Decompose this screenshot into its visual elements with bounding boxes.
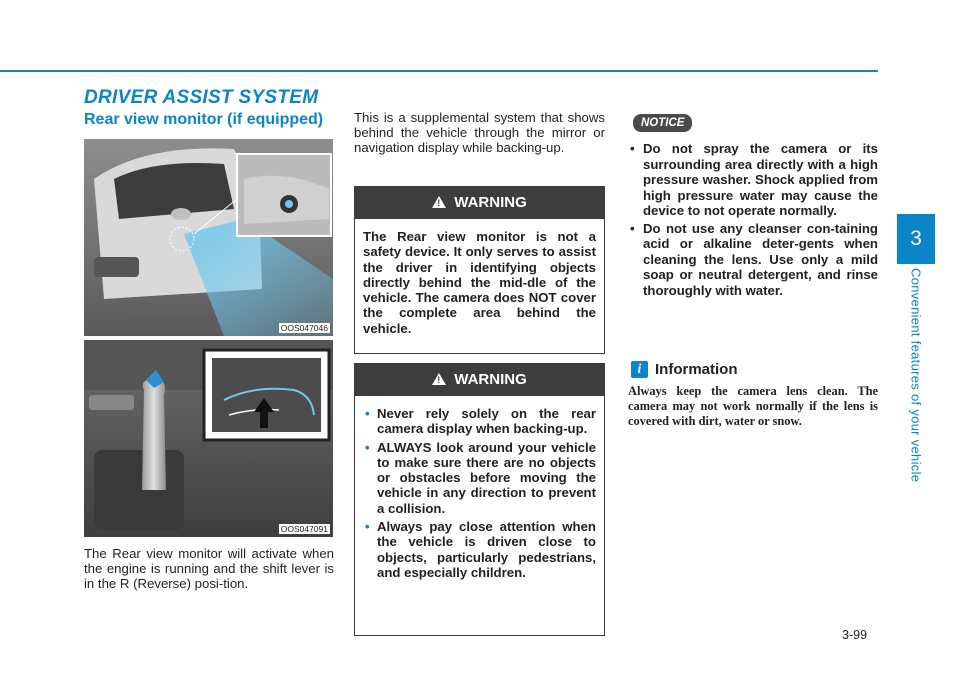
chapter-tab: 3	[897, 214, 935, 264]
warning-text-1: The Rear view monitor is not a safety device. It only serves to assist the driver in identifying objects directly behind the mid-dle of the vehicle. The camera does NOT cover the complete area behind the vehicle.	[363, 229, 596, 336]
warning-list-item: • Always pay close attention when the vehicle is driven close to objects, particularly pedestrians, and especially children.	[363, 519, 596, 580]
warning-label-2: WARNING	[454, 371, 527, 388]
figure1-caption: OOS047046	[280, 323, 328, 333]
notice-list-item: • Do not spray the camera or its surrounding area directly with a high pressure washer. Shock applied from high pressure water may cause the device to not operate normally.	[628, 141, 878, 219]
information-heading: Information	[655, 361, 738, 378]
shift-lever-display-photo	[84, 340, 333, 537]
warning-icon	[432, 373, 446, 385]
warning-header-1	[355, 187, 604, 219]
warning-body-2	[355, 396, 604, 593]
header-rule	[0, 70, 878, 72]
notice-list	[628, 141, 878, 300]
notice-list-item: • Do not use any cleanser con-taining acid or alkaline deter-gents when cleaning the lens. Use only a mild soap or neutral detergent, and rinse thoroughly with water.	[628, 221, 878, 299]
warning-icon	[432, 196, 446, 208]
warning-list-item: • ALWAYS look around your vehicle to make sure there are no objects or obstacles before moving the vehicle in any direction to prevent a collision.	[363, 440, 596, 516]
info-icon: i	[631, 361, 648, 378]
warning-label-1: WARNING	[454, 194, 527, 211]
rear-view-monitor-heading: Rear view monitor (if equipped)	[84, 111, 324, 128]
warning-box-2	[354, 363, 605, 636]
warning-box-1	[354, 186, 605, 354]
supplemental-system-intro: This is a supplemental system that shows behind the vehicle through the mirror or navigation display while backing-up.	[354, 110, 605, 156]
chapter-side-label	[898, 268, 934, 498]
warning-header-2	[355, 364, 604, 396]
notice-badge: NOTICE	[633, 114, 692, 132]
section-title: DRIVER ASSIST SYSTEM	[84, 87, 319, 108]
page-number: 3-99	[842, 628, 868, 642]
information-text: Always keep the camera lens clean. The camera may not work normally if the lens is covered with dirt, water or snow.	[628, 384, 878, 429]
chapter-label-text: Convenient features of your vehicle	[908, 268, 924, 483]
figure2-caption: OOS047091	[280, 524, 328, 534]
warning-list-item: • Never rely solely on the rear camera display when backing-up.	[363, 406, 596, 437]
rear-camera-photo	[84, 139, 333, 336]
rear-view-monitor-description: The Rear view monitor will activate when the engine is running and the shift lever is in the R (Reverse) posi-tion.	[84, 546, 334, 592]
